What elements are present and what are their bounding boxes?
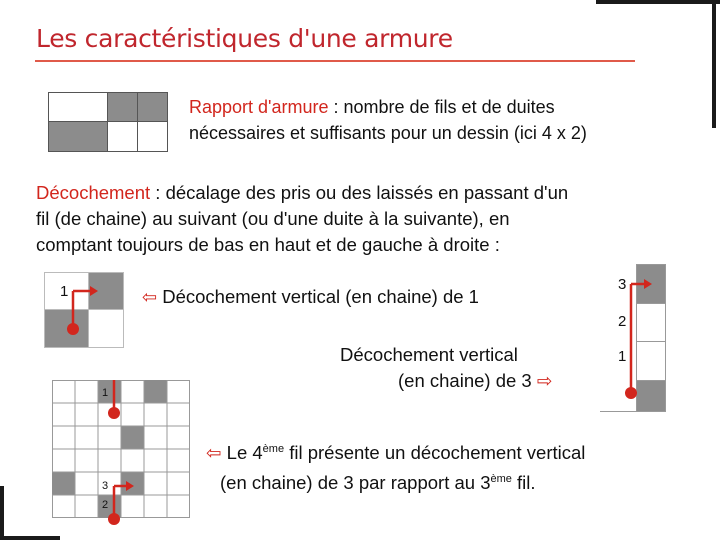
- example1-caption: Décochement vertical (en chaine) de 1: [162, 286, 479, 307]
- example3-sup: ème: [490, 473, 512, 486]
- example3-label-3: 3: [102, 480, 109, 492]
- right-arrow-icon: ⇨: [536, 370, 553, 391]
- example2-label-1: 1: [618, 348, 627, 365]
- decochement-line1: : décalage des pris ou des laissés en passant d'un: [150, 182, 569, 203]
- example2-caption-line1: Décochement vertical: [340, 344, 518, 365]
- example3-text: fil.: [511, 472, 536, 494]
- decochement-line2: fil (de chaine) au suivant (ou d'une duite à la suivante), en: [36, 208, 510, 229]
- decochement-line3: comptant toujours de bas en haut et de gauche à droite :: [36, 234, 500, 255]
- example3-text: Le 4: [226, 442, 263, 464]
- example3-sup: ème: [262, 443, 285, 455]
- example3-caption: [206, 436, 585, 496]
- rapport-line1: : nombre de fils et de duites: [328, 97, 555, 117]
- example2-label-3: 3: [618, 276, 627, 293]
- example2-label-2: 2: [618, 313, 627, 330]
- rapport-line2: nécessaires et suffisants pour un dessin (ici 4 x 2): [189, 123, 587, 143]
- rapport-term: Rapport d'armure: [189, 97, 329, 117]
- slide-title: Les caractéristiques d'une armure: [36, 24, 453, 53]
- decochement-term: Décochement: [36, 182, 151, 203]
- example2-caption-line2: (en chaine) de 3: [398, 370, 532, 391]
- example3-text: fil présente un décochement vertical: [284, 442, 586, 464]
- example3-text: (en chaine) de 3 par rapport au 3: [220, 472, 491, 494]
- left-arrow-icon: ⇦: [142, 287, 158, 307]
- example3-label-2: 2: [102, 499, 109, 511]
- example3-label-1: 1: [102, 387, 109, 399]
- example1-label: 1: [60, 283, 69, 300]
- left-arrow-icon: ⇦: [206, 442, 222, 464]
